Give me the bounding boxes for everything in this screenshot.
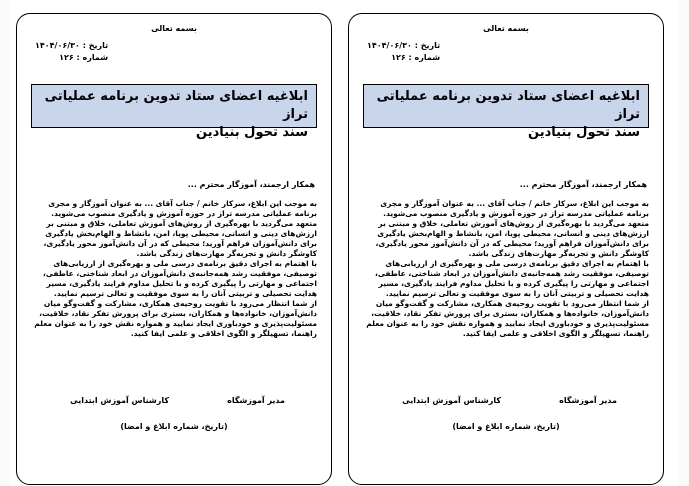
paragraph-3: از شما انتظار می‌رود با تقویت روحیه‌ی همکاری، مشارکت و گفت‌وگو میان دانش‌آموزان، خانواده‌ها و همکاران، بستری برای پرورش تفکر نقاد، خلاقیت، مسئولیت‌پذیری و خودباوری ایجاد نمایید و همواره نقش خود را به عنوان معلم راهنما، تسهیلگر و الگوی اخلاقی و علمی ایفا کنید. bbox=[34, 299, 317, 338]
letter-card-left bbox=[16, 13, 332, 485]
title-box bbox=[31, 84, 317, 140]
number-value: ۱۲۶ bbox=[59, 53, 74, 62]
number-label: شماره : bbox=[76, 53, 109, 62]
date-row bbox=[367, 40, 440, 52]
letter-body bbox=[29, 199, 317, 339]
title-line-2: سند تحول بنیادین bbox=[196, 125, 308, 140]
signer-expert: کارشناس آموزش ابتدایی bbox=[402, 396, 501, 405]
basmala-heading: بسمه تعالی bbox=[151, 24, 197, 33]
title-line-1: ابلاغیه اعضای ستاد تدوین برنامه عملیاتی تراز bbox=[376, 89, 640, 122]
date-row bbox=[35, 40, 108, 52]
letter-body bbox=[361, 199, 649, 339]
date-value: ۱۴۰۴/۰۶/۳۰ bbox=[35, 41, 80, 50]
document-page bbox=[10, 0, 679, 486]
number-row bbox=[35, 52, 108, 64]
paragraph-1: به موجب این ابلاغ، سرکار خانم / جناب آقای ... به عنوان آموزگار و مجری برنامه عملیاتی مدرسه تراز در حوزه آموزش و یادگیری منصوب می‌شوید. متعهد می‌گردید با بهره‌گیری از روش‌های آموزش تعاملی، خلاق و مبتنی بر ارزش‌های دینی و انسانی، محیطی پویا، امن، بانشاط و الهام‌بخش یادگیری برای دانش‌آموزان فراهم آورید؛ محیطی که در آن دانش‌آموز محور یادگیری، کاوشگر دانش و تجربه‌گر مهارت‌های زندگی باشد. bbox=[375, 199, 649, 258]
paragraph-1: به موجب این ابلاغ، سرکار خانم / جناب آقای ... به عنوان آموزگار و مجری برنامه عملیاتی مدرسه تراز در حوزه آموزش و یادگیری منصوب می‌شوید. متعهد می‌گردید با بهره‌گیری از روش‌های آموزش تعاملی، خلاق و مبتنی بر ارزش‌های دینی و انسانی، محیطی پویا، امن، بانشاط و الهام‌بخش یادگیری برای دانش‌آموزان فراهم آورید؛ محیطی که در آن دانش‌آموز محور یادگیری، کاوشگر دانش و تجربه‌گر مهارت‌های زندگی باشد. bbox=[43, 199, 317, 258]
title-line-1: ابلاغیه اعضای ستاد تدوین برنامه عملیاتی تراز bbox=[44, 89, 308, 122]
title-box bbox=[363, 84, 649, 140]
number-label: شماره : bbox=[408, 53, 441, 62]
greeting: همکار ارجمند، آموزگار محترم ... bbox=[187, 180, 315, 189]
paragraph-2: با اهتمام به اجرای دقیق برنامه‌ی درسی ملی و بهره‌گیری از ارزیابی‌های توصیفی، موفقیت رشد همه‌جانبه‌ی دانش‌آموزان در ابعاد شناختی، عاطفی، اجتماعی و مهارتی را پیگیری کرده و با تحلیل مداوم فرایند یادگیری، مسیر هدایت تحصیلی و تربیتی آنان را به سوی موفقیت و تعالی ترسیم نمایید. bbox=[42, 259, 317, 298]
date-label: تاریخ : bbox=[82, 41, 109, 50]
signer-principal: مدیر آموزشگاه bbox=[559, 396, 617, 405]
paragraph-3: از شما انتظار می‌رود با تقویت روحیه‌ی همکاری، مشارکت و گفت‌وگو میان دانش‌آموزان، خانواده‌ها و همکاران، بستری برای پرورش تفکر نقاد، خلاقیت، مسئولیت‌پذیری و خودباوری ایجاد نمایید و همواره نقش خود را به عنوان معلم راهنما، تسهیلگر و الگوی اخلاقی و علمی ایفا کنید. bbox=[366, 299, 649, 338]
footer-note: (تاریخ، شماره ابلاغ و امضا) bbox=[452, 422, 560, 431]
letter-meta bbox=[35, 40, 108, 64]
paragraph-2: با اهتمام به اجرای دقیق برنامه‌ی درسی ملی و بهره‌گیری از ارزیابی‌های توصیفی، موفقیت رشد همه‌جانبه‌ی دانش‌آموزان در ابعاد شناختی، عاطفی، اجتماعی و مهارتی را پیگیری کرده و با تحلیل مداوم فرایند یادگیری، مسیر هدایت تحصیلی و تربیتی آنان را به سوی موفقیت و تعالی ترسیم نمایید. bbox=[374, 259, 649, 298]
letter-meta bbox=[367, 40, 440, 64]
letter-card-right bbox=[348, 13, 664, 485]
number-value: ۱۲۶ bbox=[391, 53, 406, 62]
date-label: تاریخ : bbox=[414, 41, 441, 50]
title-line-2: سند تحول بنیادین bbox=[528, 125, 640, 140]
signer-principal: مدیر آموزشگاه bbox=[227, 396, 285, 405]
footer-note: (تاریخ، شماره ابلاغ و امضا) bbox=[120, 422, 228, 431]
basmala-heading: بسمه تعالی bbox=[483, 24, 529, 33]
greeting: همکار ارجمند، آموزگار محترم ... bbox=[519, 180, 647, 189]
number-row bbox=[367, 52, 440, 64]
signer-expert: کارشناس آموزش ابتدایی bbox=[70, 396, 169, 405]
date-value: ۱۴۰۴/۰۶/۳۰ bbox=[367, 41, 412, 50]
